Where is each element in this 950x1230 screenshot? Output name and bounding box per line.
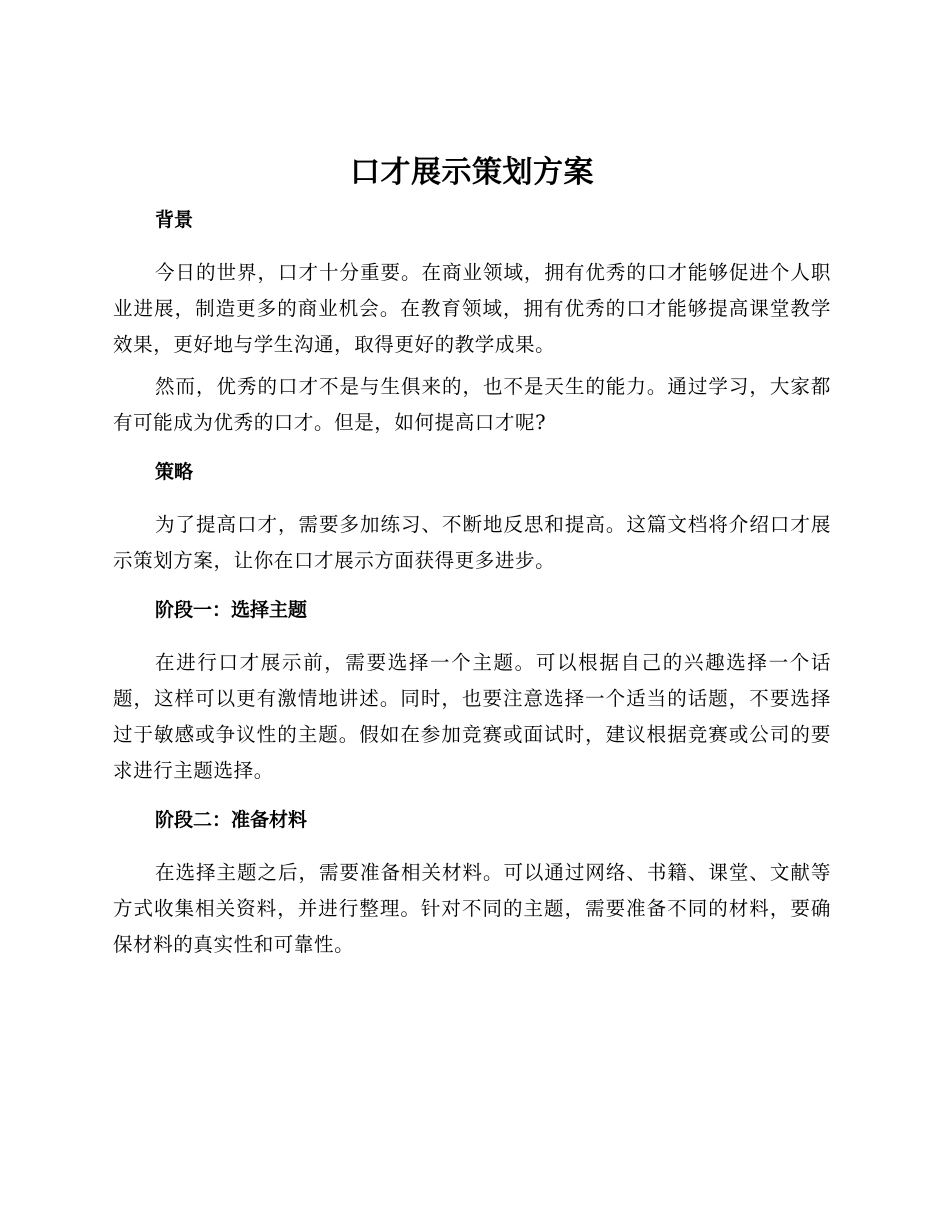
section-heading-stage2: 阶段二：准备材料 bbox=[155, 809, 308, 831]
section-heading-background: 背景 bbox=[155, 209, 194, 231]
paragraph-background-1: 今日的世界，口才十分重要。在商业领域，拥有优秀的口才能够促进个人职业进展，制造更多的商业机会。在教育领域，拥有优秀的口才能够提高课堂教学效果，更好地与学生沟通，取得更好的教学成果。 bbox=[113, 261, 831, 356]
section-heading-stage1: 阶段一：选择主题 bbox=[155, 599, 308, 621]
document-title: 口才展示策划方案 bbox=[350, 155, 594, 190]
section-heading-strategy: 策略 bbox=[155, 461, 194, 483]
paragraph-stage1-1: 在进行口才展示前，需要选择一个主题。可以根据自己的兴趣选择一个话题，这样可以更有激情地讲述。同时，也要注意选择一个适当的话题，不要选择过于敏感或争议性的主题。假如在参加竞赛或面试时，建议根据竞赛或公司的要求进行主题选择。 bbox=[113, 651, 831, 782]
paragraph-strategy-1: 为了提高口才，需要多加练习、不断地反思和提高。这篇文档将介绍口才展示策划方案，让你在口才展示方面获得更多进步。 bbox=[113, 513, 831, 572]
document-body bbox=[113, 152, 831, 963]
paragraph-stage2-1: 在选择主题之后，需要准备相关材料。可以通过网络、书籍、课堂、文献等方式收集相关资料，并进行整理。针对不同的主题，需要准备不同的材料，要确保材料的真实性和可靠性。 bbox=[113, 861, 831, 956]
paragraph-background-2: 然而，优秀的口才不是与生俱来的，也不是天生的能力。通过学习，大家都有可能成为优秀的口才。但是，如何提高口才呢? bbox=[113, 375, 831, 434]
